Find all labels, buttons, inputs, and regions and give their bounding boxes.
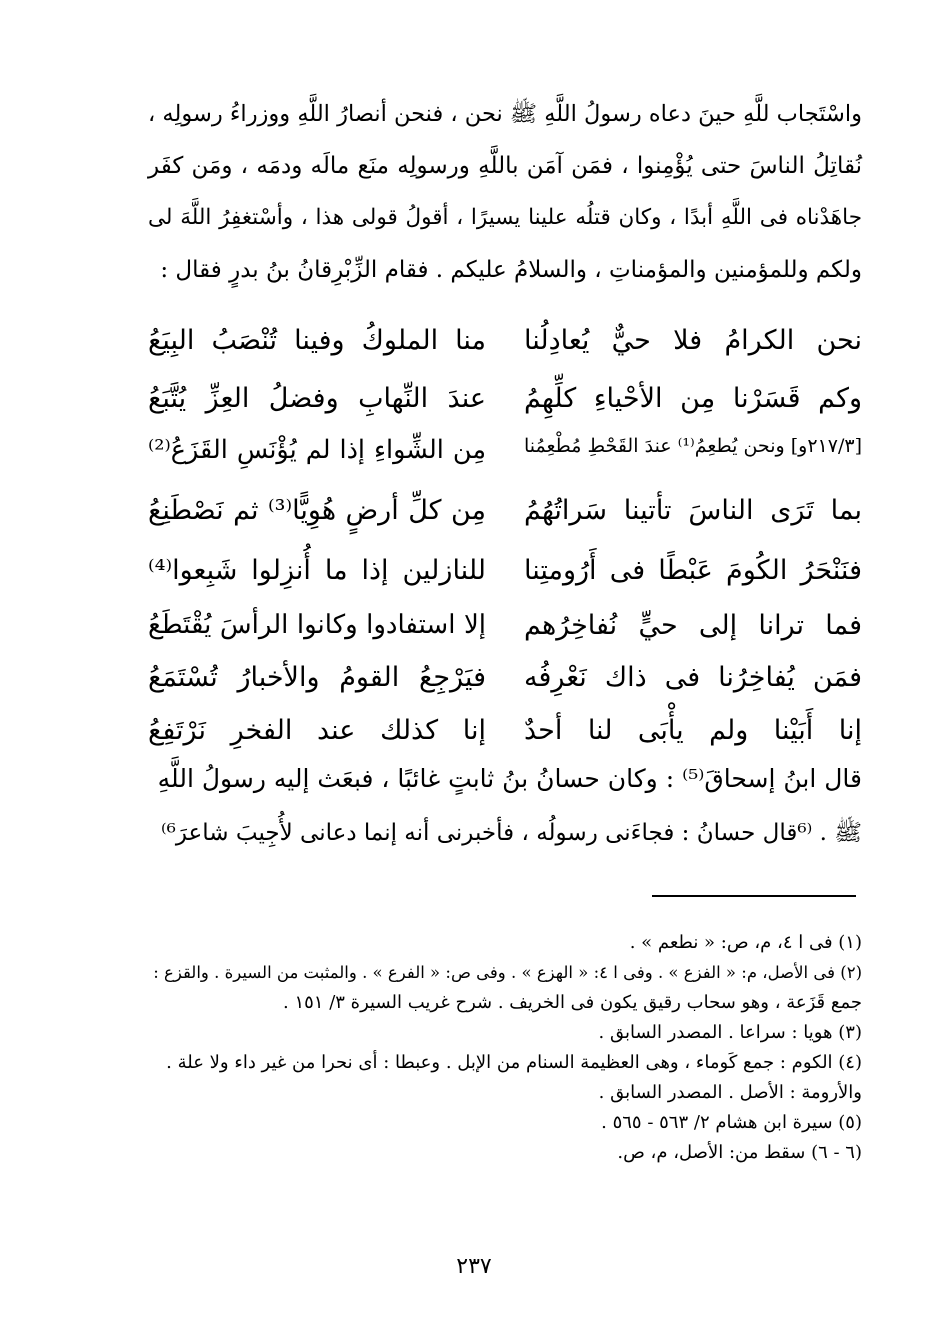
verse-first-hemistich: إنا أَبَيْنا ولم يأْبَى لنا أحدٌ (524, 715, 862, 746)
verse-first-hemistich: فمَن يُفاخِرُنا فى ذاك نَعْرِفُه (524, 662, 862, 693)
verse-row (148, 325, 862, 385)
footnotes (148, 928, 862, 1168)
verse-first-hemistich: فنَنْحَرُ الكُومَ عَبْطًا فى أَرُومتِنا (524, 555, 862, 586)
verse-second-hemistich: مِن الشِّواءِ إذا لم يُؤْنَسِ القَزَعُ⁽²⁾ (148, 435, 486, 465)
verse-second-hemistich: منا الملوكُ وفينا تُنْصَبُ البِيَعُ (148, 325, 486, 356)
footnote-separator (652, 895, 856, 897)
verse-second-hemistich: عندَ النِّهابِ وفضلُ العِزِّ يُتَّبَعُ (148, 383, 486, 414)
footnote-line: (١) فى ا ٤، م، ص: « نطعم » . (629, 932, 862, 953)
prose-line: نُقاتِلُ الناسَ حتى يُؤْمِنوا ، فمَن آمَن باللَّهِ ورسولِه منَع مالَه ودمَه ، ومَن كفَر (148, 153, 862, 179)
verse-second-hemistich: إنا كذلك عند الفخرِ نَرْتَفِعُ (148, 715, 486, 746)
verse-row (148, 383, 862, 443)
verse-first-hemistich: نحن الكرامُ فلا حيٌّ يُعادِلُنا (524, 325, 862, 356)
verse-row (148, 555, 862, 615)
prose-paragraph (148, 88, 862, 296)
verse-row (148, 495, 862, 555)
footnote-line: والأرومة : الأصل . المصدر السابق . (598, 1082, 862, 1103)
footnote-line: (٤) الكوم : جمع كَوماء ، وهى العظيمة السنام من الإبل . وعبطا : أى نحرا من غير داء ولا علة . (166, 1052, 862, 1073)
verse-row (148, 435, 862, 495)
verse-second-hemistich: إلا استفادوا وكانوا الرأسَ يُقْتَطَعُ (148, 610, 486, 640)
prose-line: ولكم وللمؤمنين والمؤمناتِ ، والسلامُ عليكم . فقام الزِّبْرِقانُ بنُ بدرٍ فقال : (160, 257, 862, 283)
prose-line: قال ابنُ إسحاقَ⁽⁵⁾ : وكان حسانُ بنُ ثابتٍ غائبًا ، فبعَث إليه رسولُ اللَّهِ (157, 764, 862, 793)
footnote-line: جمع قَزَعة ، وهو سحاب رقيق يكون فى الخريف . شرح غريب السيرة ٣/ ١٥١ . (283, 992, 862, 1013)
footnote-line: (٢) فى الأصل، م: « الفزع » . وفى ا ٤: « الهزع » . وفى ص: « الفرع » . والمثبت من السيرة . والقزع : (153, 963, 862, 982)
verse-first-hemistich: فما ترانا إلى حيٍّ نُفاخِرُهم (524, 610, 862, 641)
footnote-line: (٦ - ٦) سقط من: الأصل، م، ص. (617, 1142, 862, 1163)
verse-first-hemistich: بما تَرَى الناسَ تأتينا سَراتُهُمُ (524, 495, 862, 526)
verse-row (148, 610, 862, 670)
verse-second-hemistich: مِن كلِّ أرضٍ هُوِيًّا⁽³⁾ ثم نَصْطَنِعُ (148, 495, 486, 526)
page-number: ٢٣٧ (456, 1254, 492, 1279)
verse-first-hemistich: [٢١٧/٣و] ونحن يُطعِمُ⁽¹⁾ عندَ القَحْطِ مُطْعِمُنا (524, 435, 862, 457)
prose-line: واسْتَجاب للَّهِ حينَ دعاه رسولُ اللَّهِ ﷺ نحن ، فنحن أنصارُ اللَّهِ ووزراءُ رسولِه ، (148, 101, 862, 127)
footnote-line: (٥) سيرة ابن هشام ٢/ ٥٦٣ - ٥٦٥ . (601, 1112, 862, 1133)
verse-row (148, 662, 862, 722)
footnote-line: (٣) هويا : سراعا . المصدر السابق . (598, 1022, 862, 1043)
prose-line: ﷺ . ⁽⁶قال حسانُ : فجاءَنى رسولُه ، فأخبرنى أنه إنما دعانى لأُجِيبَ شاعرَ⁶⁾ (160, 820, 862, 846)
verse-second-hemistich: فيَرْجِعُ القومُ والأخبارُ تُسْتَمَعُ (148, 662, 486, 693)
verse-first-hemistich: وكم قَسَرْنا مِن الأحْياءِ كلِّهِمُ (524, 383, 862, 414)
prose-line: جاهَدْناه فى اللَّهِ أبدًا ، وكان قتلُه علينا يسيرًا ، أقولُ قولى هذا ، وأسْتغفِرُ اللَّهَ لى (148, 205, 862, 230)
verse-second-hemistich: للنازلين إذا ما أُنزِلوا شَبِعوا⁽⁴⁾ (148, 555, 486, 586)
closing-paragraph (148, 752, 862, 860)
